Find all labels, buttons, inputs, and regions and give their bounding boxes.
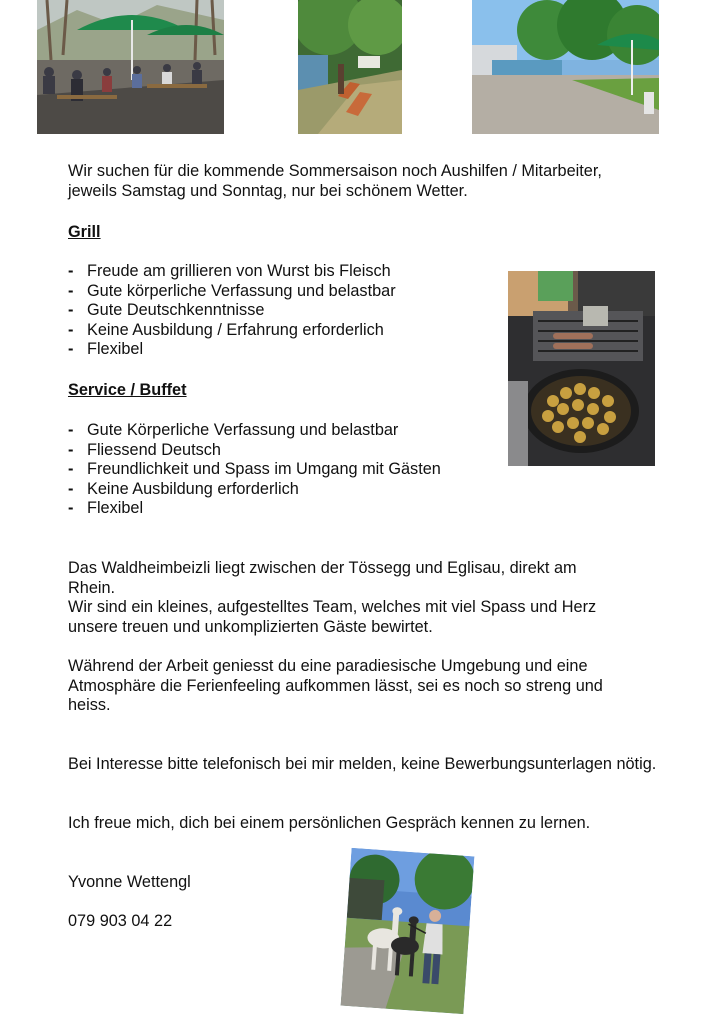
closing-text: Ich freue mich, dich bei einem persönlichen Gespräch kennen zu lernen. bbox=[68, 814, 591, 832]
bullet-dash: - bbox=[68, 499, 74, 518]
bullet-dash: - bbox=[68, 281, 74, 300]
bullet-dash: - bbox=[68, 301, 74, 320]
bullet-dash: - bbox=[68, 421, 74, 439]
list-item: - Gute körperliche Verfassung und belastbar bbox=[68, 281, 396, 300]
list-item: - Keine Ausbildung / Erfahrung erforderlich bbox=[68, 320, 384, 339]
bullet-dash: - bbox=[68, 460, 74, 479]
llama-portrait-photo bbox=[341, 848, 475, 1014]
service-list bbox=[68, 421, 441, 519]
bullet-dash: - bbox=[68, 479, 74, 498]
atmosphere-text: Während der Arbeit geniesst du eine paradiesische Umgebung und eine Atmosphäre die Ferienfeeling aufkommen lässt, sei es noch so streng und heiss. bbox=[68, 657, 603, 715]
list-item: - Keine Ausbildung erforderlich bbox=[68, 479, 299, 498]
list-item: - Gute Deutschkenntnisse bbox=[68, 301, 265, 320]
list-item: - Fliessend Deutsch bbox=[68, 440, 221, 459]
grill-heading: Grill bbox=[68, 223, 101, 241]
contact-call-text: Bei Interesse bitte telefonisch bei mir melden, keine Bewerbungsunterlagen nötig. bbox=[68, 755, 657, 773]
list-item: - Flexibel bbox=[68, 499, 144, 518]
grill-potatoes-photo bbox=[508, 271, 655, 466]
bullet-dash: - bbox=[68, 320, 74, 339]
signature-name: Yvonne Wettengl bbox=[68, 873, 191, 891]
list-item: - Gute Körperliche Verfassung und belastbar bbox=[68, 421, 399, 439]
bullet-dash: - bbox=[68, 340, 74, 359]
list-item: - Freundlichkeit und Spass im Umgang mit Gästen bbox=[68, 460, 441, 479]
location-text: Das Waldheimbeizli liegt zwischen der Tössegg und Eglisau, direkt am Rhein. bbox=[68, 559, 577, 597]
bullet-dash: - bbox=[68, 262, 74, 280]
beer-garden-photo bbox=[37, 0, 224, 134]
grill-list bbox=[68, 262, 396, 360]
list-item: - Freude am grillieren von Wurst bis Fleisch bbox=[68, 262, 391, 280]
deck-chairs-photo bbox=[298, 0, 402, 134]
service-heading: Service / Buffet bbox=[68, 381, 187, 399]
list-item: - Flexibel bbox=[68, 340, 144, 359]
phone-number: 079 903 04 22 bbox=[68, 912, 173, 930]
intro-text: Wir suchen für die kommende Sommersaison noch Aushilfen / Mitarbeiter, jeweils Samstag und Sonntag, nur bei schönem Wetter. bbox=[68, 162, 602, 200]
garden-path-photo bbox=[472, 0, 659, 134]
team-text: Wir sind ein kleines, aufgestelltes Team, welches mit viel Spass und Herz unsere treuen und unkomplizierten Gäste bewirtet. bbox=[68, 598, 597, 636]
bullet-dash: - bbox=[68, 440, 74, 459]
